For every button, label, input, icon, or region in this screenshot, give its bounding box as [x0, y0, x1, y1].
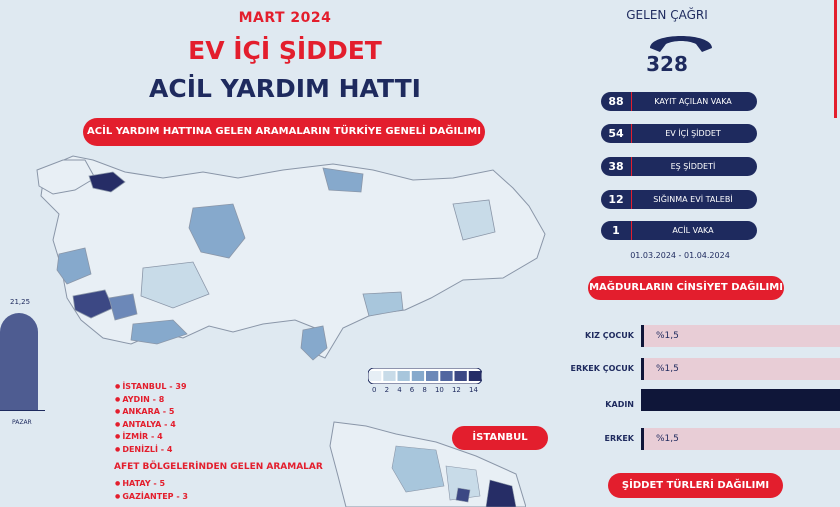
gender-section-title: MAĞDURLARIN CİNSİYET DAĞILIMI	[588, 276, 784, 300]
legend-tick: 12	[451, 386, 461, 394]
gender-value: %1,5	[656, 331, 679, 341]
legend-swatch	[469, 371, 481, 381]
page-subtitle: ACİL YARDIM HATTI	[149, 74, 421, 103]
stat-shelter-request	[601, 190, 757, 209]
legend-swatch	[455, 371, 467, 381]
gender-bar-fill	[641, 428, 644, 450]
day-bar	[0, 313, 38, 410]
gender-label: ERKEK ÇOCUK	[570, 364, 634, 373]
day-value: 21,25	[10, 298, 31, 306]
day-label: PAZAR	[12, 419, 32, 426]
stat-recorded-cases	[601, 92, 757, 111]
gender-bar-fill	[641, 358, 644, 380]
phone-icon	[646, 26, 716, 54]
accent-rule	[834, 0, 837, 118]
istanbul-label: İSTANBUL	[452, 426, 548, 450]
gender-row-girl	[548, 325, 840, 347]
map-section-title: ACİL YARDIM HATTINA GELEN ARAMALARIN TÜRKİYE GENELİ DAĞILIMI	[83, 118, 485, 146]
stat-label: SIĞINMA EVİ TALEBİ	[653, 195, 733, 204]
stat-label: EŞ ŞİDDETİ	[670, 162, 716, 171]
stat-value: 38	[601, 157, 632, 176]
chart-baseline	[0, 410, 45, 411]
date-range: 01.03.2024 - 01.04.2024	[630, 251, 730, 260]
legend-swatch	[369, 371, 381, 381]
legend-tick: 2	[384, 386, 390, 394]
calls-value: 328	[646, 52, 688, 76]
calls-label: GELEN ÇAĞRI	[626, 8, 708, 22]
list-item: ● ANKARA - 5	[115, 406, 187, 419]
legend-tick: 0	[372, 386, 377, 394]
disaster-cities-list	[115, 478, 188, 503]
list-item: ● DENİZLİ - 4	[115, 444, 187, 457]
gender-value: %1,5	[656, 364, 679, 374]
legend-swatch	[440, 371, 452, 381]
stat-domestic-violence	[601, 124, 757, 143]
stat-value: 54	[601, 124, 632, 143]
gender-row-boy	[548, 358, 840, 380]
list-item: ● ANTALYA - 4	[115, 419, 187, 432]
disaster-section-title: AFET BÖLGELERİNDEN GELEN ARAMALAR	[114, 462, 323, 472]
gaziantep-region	[363, 292, 403, 316]
stat-label: KAYIT AÇILAN VAKA	[654, 97, 732, 106]
legend-swatch	[426, 371, 438, 381]
list-item: ● İZMİR - 4	[115, 431, 187, 444]
stat-label: ACİL VAKA	[672, 226, 714, 235]
gender-label: KADIN	[605, 400, 634, 409]
stat-emergency-case	[601, 221, 757, 240]
report-month: MART 2024	[238, 10, 332, 26]
stat-value: 88	[601, 92, 632, 111]
gender-bar-fill	[641, 325, 644, 347]
gender-row-man	[548, 428, 840, 450]
legend-tick: 4	[397, 386, 402, 394]
list-item: ● İSTANBUL - 39	[115, 381, 187, 394]
gender-row-woman	[548, 389, 840, 411]
gender-value: %1,5	[656, 434, 679, 444]
legend-tick: 8	[422, 386, 427, 394]
list-item: ● AYDIN - 8	[115, 394, 187, 407]
stat-value: 12	[601, 190, 632, 209]
stat-value: 1	[601, 221, 632, 240]
legend-swatch	[398, 371, 410, 381]
legend-tick: 10	[434, 386, 444, 394]
legend-tick: 14	[469, 386, 478, 394]
map-legend	[368, 368, 482, 384]
violence-section-title: ŞİDDET TÜRLERİ DAĞILIMI	[608, 473, 783, 498]
gender-bar-fill	[641, 389, 840, 411]
gender-label: ERKEK	[604, 434, 634, 443]
legend-swatch	[412, 371, 424, 381]
stat-spousal-violence	[601, 157, 757, 176]
list-item: ● HATAY - 5	[115, 478, 188, 491]
legend-ticks	[368, 386, 482, 394]
list-item: ● GAZİANTEP - 3	[115, 491, 188, 504]
legend-swatch	[383, 371, 395, 381]
stat-label: EV İÇİ ŞİDDET	[665, 129, 721, 138]
gender-label: KIZ ÇOCUK	[585, 331, 634, 340]
district	[456, 488, 470, 502]
top-cities-list	[115, 381, 187, 456]
page-title: EV İÇİ ŞİDDET	[188, 36, 382, 65]
legend-tick: 6	[409, 386, 415, 394]
turkey-map	[33, 148, 548, 373]
